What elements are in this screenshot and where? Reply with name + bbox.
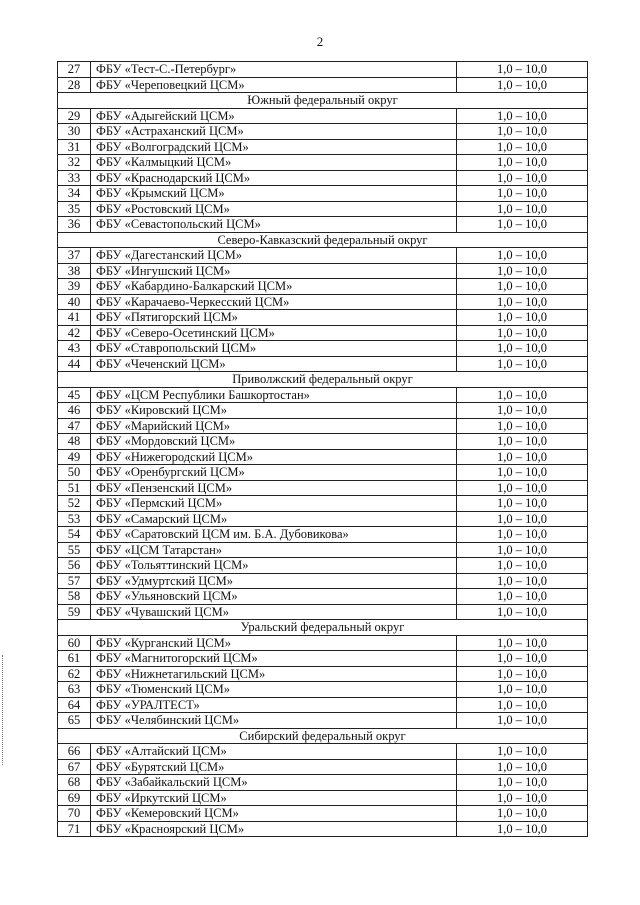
organization-name: ФБУ «Челябинский ЦСМ» (91, 713, 457, 729)
table-row (58, 542, 588, 558)
organization-name: ФБУ «Тольяттинский ЦСМ» (91, 558, 457, 574)
row-number: 31 (58, 139, 91, 155)
section-title: Уральский федеральный округ (58, 620, 588, 636)
measurement-range: 1,0 – 10,0 (457, 666, 588, 682)
section-row (58, 232, 588, 248)
row-number: 47 (58, 418, 91, 434)
table-row (58, 62, 588, 78)
organization-name: ФБУ «Тюменский ЦСМ» (91, 682, 457, 698)
organization-name: ФБУ «Пятигорский ЦСМ» (91, 310, 457, 326)
measurement-range: 1,0 – 10,0 (457, 279, 588, 295)
row-number: 56 (58, 558, 91, 574)
measurement-range: 1,0 – 10,0 (457, 434, 588, 450)
measurement-range: 1,0 – 10,0 (457, 449, 588, 465)
section-title: Приволжский федеральный округ (58, 372, 588, 388)
table-row (58, 713, 588, 729)
row-number: 39 (58, 279, 91, 295)
organization-name: ФБУ «Дагестанский ЦСМ» (91, 248, 457, 264)
measurement-range: 1,0 – 10,0 (457, 248, 588, 264)
section-row (58, 93, 588, 109)
organization-name: ФБУ «ЦСМ Республики Башкортостан» (91, 387, 457, 403)
measurement-range: 1,0 – 10,0 (457, 310, 588, 326)
measurement-range: 1,0 – 10,0 (457, 635, 588, 651)
organization-name: ФБУ «Красноярский ЦСМ» (91, 821, 457, 837)
measurement-range: 1,0 – 10,0 (457, 573, 588, 589)
measurement-range: 1,0 – 10,0 (457, 744, 588, 760)
section-row (58, 728, 588, 744)
row-number: 43 (58, 341, 91, 357)
measurement-range: 1,0 – 10,0 (457, 542, 588, 558)
organization-name: ФБУ «Ингушский ЦСМ» (91, 263, 457, 279)
measurement-range: 1,0 – 10,0 (457, 108, 588, 124)
table-row (58, 403, 588, 419)
measurement-range: 1,0 – 10,0 (457, 604, 588, 620)
row-number: 70 (58, 806, 91, 822)
organization-name: ФБУ «Калмыцкий ЦСМ» (91, 155, 457, 171)
organization-name: ФБУ «Чеченский ЦСМ» (91, 356, 457, 372)
measurement-range: 1,0 – 10,0 (457, 806, 588, 822)
organization-name: ФБУ «Крымский ЦСМ» (91, 186, 457, 202)
organization-name: ФБУ «Севастопольский ЦСМ» (91, 217, 457, 233)
table-row (58, 325, 588, 341)
organization-name: ФБУ «Нижегородский ЦСМ» (91, 449, 457, 465)
measurement-range: 1,0 – 10,0 (457, 263, 588, 279)
organization-name: ФБУ «Алтайский ЦСМ» (91, 744, 457, 760)
measurement-range: 1,0 – 10,0 (457, 124, 588, 140)
row-number: 64 (58, 697, 91, 713)
row-number: 28 (58, 77, 91, 93)
measurement-range: 1,0 – 10,0 (457, 341, 588, 357)
table-row (58, 356, 588, 372)
measurement-range: 1,0 – 10,0 (457, 821, 588, 837)
row-number: 46 (58, 403, 91, 419)
measurement-range: 1,0 – 10,0 (457, 387, 588, 403)
table-row (58, 124, 588, 140)
table-row (58, 341, 588, 357)
table-body (58, 62, 588, 837)
row-number: 38 (58, 263, 91, 279)
table-row (58, 806, 588, 822)
measurement-range: 1,0 – 10,0 (457, 356, 588, 372)
organization-name: ФБУ «Мордовский ЦСМ» (91, 434, 457, 450)
row-number: 67 (58, 759, 91, 775)
organization-name: ФБУ «Ставропольский ЦСМ» (91, 341, 457, 357)
section-title: Сибирский федеральный округ (58, 728, 588, 744)
section-row (58, 620, 588, 636)
row-number: 37 (58, 248, 91, 264)
table-row (58, 604, 588, 620)
table-row (58, 480, 588, 496)
measurement-range: 1,0 – 10,0 (457, 139, 588, 155)
table-row (58, 155, 588, 171)
row-number: 42 (58, 325, 91, 341)
table-row (58, 108, 588, 124)
row-number: 30 (58, 124, 91, 140)
row-number: 41 (58, 310, 91, 326)
organization-name: ФБУ «Иркутский ЦСМ» (91, 790, 457, 806)
organization-name: ФБУ «Забайкальский ЦСМ» (91, 775, 457, 791)
organization-name: ФБУ «Кабардино-Балкарский ЦСМ» (91, 279, 457, 295)
organization-name: ФБУ «Краснодарский ЦСМ» (91, 170, 457, 186)
table-row (58, 511, 588, 527)
table-row (58, 558, 588, 574)
table-row (58, 573, 588, 589)
measurement-range: 1,0 – 10,0 (457, 759, 588, 775)
row-number: 48 (58, 434, 91, 450)
organization-name: ФБУ «Адыгейский ЦСМ» (91, 108, 457, 124)
organization-name: ФБУ «Северо-Осетинский ЦСМ» (91, 325, 457, 341)
organization-name: ФБУ «Нижнетагильский ЦСМ» (91, 666, 457, 682)
measurement-range: 1,0 – 10,0 (457, 186, 588, 202)
measurement-range: 1,0 – 10,0 (457, 325, 588, 341)
row-number: 32 (58, 155, 91, 171)
table-row (58, 201, 588, 217)
table-row (58, 248, 588, 264)
table-row (58, 775, 588, 791)
measurement-range: 1,0 – 10,0 (457, 170, 588, 186)
measurement-range: 1,0 – 10,0 (457, 465, 588, 481)
organization-name: ФБУ «Череповецкий ЦСМ» (91, 77, 457, 93)
organization-name: ФБУ «Бурятский ЦСМ» (91, 759, 457, 775)
table-row (58, 496, 588, 512)
organization-name: ФБУ «Пензенский ЦСМ» (91, 480, 457, 496)
table-row (58, 759, 588, 775)
row-number: 63 (58, 682, 91, 698)
row-number: 45 (58, 387, 91, 403)
row-number: 51 (58, 480, 91, 496)
organization-name: ФБУ «Волгоградский ЦСМ» (91, 139, 457, 155)
organization-name: ФБУ «Ростовский ЦСМ» (91, 201, 457, 217)
organization-name: ФБУ «Чувашский ЦСМ» (91, 604, 457, 620)
measurement-range: 1,0 – 10,0 (457, 651, 588, 667)
row-number: 58 (58, 589, 91, 605)
table-row (58, 418, 588, 434)
measurement-range: 1,0 – 10,0 (457, 496, 588, 512)
row-number: 53 (58, 511, 91, 527)
measurement-range: 1,0 – 10,0 (457, 682, 588, 698)
row-number: 68 (58, 775, 91, 791)
table-row (58, 682, 588, 698)
measurement-range: 1,0 – 10,0 (457, 527, 588, 543)
organization-name: ФБУ «Марийский ЦСМ» (91, 418, 457, 434)
row-number: 61 (58, 651, 91, 667)
organization-name: ФБУ «Удмуртский ЦСМ» (91, 573, 457, 589)
measurement-range: 1,0 – 10,0 (457, 697, 588, 713)
table-row (58, 294, 588, 310)
measurement-range: 1,0 – 10,0 (457, 201, 588, 217)
row-number: 65 (58, 713, 91, 729)
row-number: 50 (58, 465, 91, 481)
table-row (58, 790, 588, 806)
measurement-range: 1,0 – 10,0 (457, 775, 588, 791)
measurement-range: 1,0 – 10,0 (457, 589, 588, 605)
organization-name: ФБУ «Тест-С.-Петербург» (91, 62, 457, 78)
measurement-range: 1,0 – 10,0 (457, 418, 588, 434)
table-row (58, 77, 588, 93)
measurement-range: 1,0 – 10,0 (457, 511, 588, 527)
row-number: 34 (58, 186, 91, 202)
table-row (58, 697, 588, 713)
measurement-range: 1,0 – 10,0 (457, 403, 588, 419)
registry-table (57, 61, 588, 837)
row-number: 40 (58, 294, 91, 310)
row-number: 52 (58, 496, 91, 512)
organization-name: ФБУ «Кемеровский ЦСМ» (91, 806, 457, 822)
table-row (58, 217, 588, 233)
measurement-range: 1,0 – 10,0 (457, 77, 588, 93)
section-title: Южный федеральный округ (58, 93, 588, 109)
organization-name: ФБУ «Курганский ЦСМ» (91, 635, 457, 651)
measurement-range: 1,0 – 10,0 (457, 558, 588, 574)
organization-name: ФБУ «Самарский ЦСМ» (91, 511, 457, 527)
table-row (58, 744, 588, 760)
row-number: 66 (58, 744, 91, 760)
section-row (58, 372, 588, 388)
row-number: 35 (58, 201, 91, 217)
organization-name: ФБУ «ЦСМ Татарстан» (91, 542, 457, 558)
scan-edge-mark (2, 655, 5, 765)
row-number: 55 (58, 542, 91, 558)
table-row (58, 449, 588, 465)
organization-name: ФБУ «Ульяновский ЦСМ» (91, 589, 457, 605)
organization-name: ФБУ «Кировский ЦСМ» (91, 403, 457, 419)
table-row (58, 666, 588, 682)
measurement-range: 1,0 – 10,0 (457, 480, 588, 496)
table-row (58, 589, 588, 605)
table-row (58, 263, 588, 279)
row-number: 71 (58, 821, 91, 837)
table-row (58, 821, 588, 837)
measurement-range: 1,0 – 10,0 (457, 713, 588, 729)
organization-name: ФБУ «Оренбургский ЦСМ» (91, 465, 457, 481)
measurement-range: 1,0 – 10,0 (457, 217, 588, 233)
row-number: 33 (58, 170, 91, 186)
table-row (58, 465, 588, 481)
table-row (58, 635, 588, 651)
measurement-range: 1,0 – 10,0 (457, 62, 588, 78)
table-row (58, 139, 588, 155)
page-number: 2 (316, 34, 324, 49)
table-row (58, 527, 588, 543)
measurement-range: 1,0 – 10,0 (457, 790, 588, 806)
row-number: 27 (58, 62, 91, 78)
table-row (58, 434, 588, 450)
row-number: 36 (58, 217, 91, 233)
table-row (58, 651, 588, 667)
row-number: 57 (58, 573, 91, 589)
row-number: 60 (58, 635, 91, 651)
measurement-range: 1,0 – 10,0 (457, 155, 588, 171)
organization-name: ФБУ «Карачаево-Черкесский ЦСМ» (91, 294, 457, 310)
table-row (58, 279, 588, 295)
row-number: 69 (58, 790, 91, 806)
row-number: 29 (58, 108, 91, 124)
organization-name: ФБУ «Саратовский ЦСМ им. Б.А. Дубовикова» (91, 527, 457, 543)
row-number: 59 (58, 604, 91, 620)
row-number: 54 (58, 527, 91, 543)
organization-name: ФБУ «Астраханский ЦСМ» (91, 124, 457, 140)
section-title: Северо-Кавказский федеральный округ (58, 232, 588, 248)
organization-name: ФБУ «Магнитогорский ЦСМ» (91, 651, 457, 667)
organization-name: ФБУ «УРАЛТЕСТ» (91, 697, 457, 713)
table-row (58, 310, 588, 326)
organization-name: ФБУ «Пермский ЦСМ» (91, 496, 457, 512)
measurement-range: 1,0 – 10,0 (457, 294, 588, 310)
table-row (58, 170, 588, 186)
row-number: 44 (58, 356, 91, 372)
row-number: 62 (58, 666, 91, 682)
table-row (58, 387, 588, 403)
table-row (58, 186, 588, 202)
row-number: 49 (58, 449, 91, 465)
